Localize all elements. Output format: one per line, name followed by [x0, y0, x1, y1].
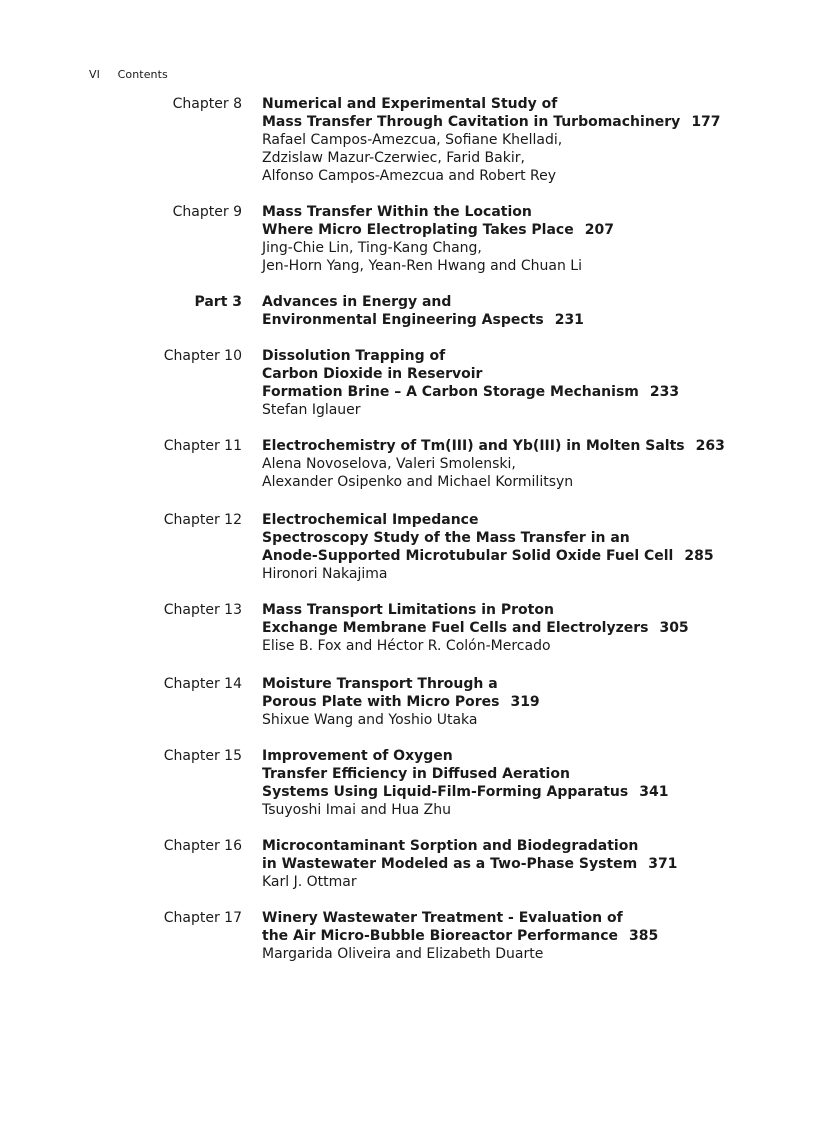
title-line: Anode-Supported Microtubular Solid Oxide Fuel Cell 285: [262, 548, 714, 564]
title-line: Dissolution Trapping of: [262, 348, 446, 364]
entry-authors: [262, 637, 782, 655]
entry-title: [262, 909, 782, 945]
entry-title: [262, 747, 782, 801]
chapter-label: Chapter 14: [163, 676, 242, 692]
chapter-label: Chapter 8: [172, 96, 242, 112]
author-line: Elise B. Fox and Héctor R. Colón-Mercado: [262, 638, 551, 654]
chapter-label: Chapter 16: [163, 838, 242, 854]
entry-page-number: 263: [695, 438, 725, 454]
entry-authors: [262, 711, 782, 729]
entry-title: [262, 293, 782, 329]
entry-page-number: 177: [691, 114, 721, 130]
chapter-label: Chapter 12: [163, 512, 242, 528]
title-line: Transfer Efficiency in Diffused Aeration: [262, 766, 570, 782]
title-line: Microcontaminant Sorption and Biodegradation: [262, 838, 639, 854]
entry-body: [262, 95, 782, 185]
entry-authors: [262, 945, 782, 963]
entry-body: [262, 675, 782, 729]
toc-entry: [0, 347, 816, 419]
title-line: Moisture Transport Through a: [262, 676, 498, 692]
entry-title: [262, 437, 782, 455]
chapter-label: Chapter 9: [172, 204, 242, 220]
author-line: Jing-Chie Lin, Ting-Kang Chang,: [262, 240, 482, 256]
title-line: Winery Wastewater Treatment - Evaluation of: [262, 910, 623, 926]
part-label: Part 3: [194, 294, 242, 310]
page-number: VI: [89, 68, 100, 81]
entry-authors: [262, 131, 782, 185]
title-line: Carbon Dioxide in Reservoir: [262, 366, 483, 382]
author-line: Margarida Oliveira and Elizabeth Duarte: [262, 946, 544, 962]
chapter-label: Chapter 13: [163, 602, 242, 618]
entry-page-number: 285: [684, 548, 714, 564]
entry-authors: [262, 239, 782, 275]
entry-title: [262, 601, 782, 637]
title-line: Mass Transfer Within the Location: [262, 204, 532, 220]
entry-page-number: 207: [584, 222, 614, 238]
entry-body: [262, 347, 782, 419]
author-line: Hironori Nakajima: [262, 566, 388, 582]
title-line: Mass Transport Limitations in Proton: [262, 602, 554, 618]
entry-page-number: 319: [510, 694, 540, 710]
toc-entry: [0, 909, 816, 963]
chapter-label: Chapter 11: [163, 438, 242, 454]
toc-entry: [0, 747, 816, 819]
entry-title: [262, 511, 782, 565]
section-title: Contents: [117, 68, 168, 81]
title-line: Spectroscopy Study of the Mass Transfer in an: [262, 530, 630, 546]
author-line: Karl J. Ottmar: [262, 874, 357, 890]
title-line: Systems Using Liquid-Film-Forming Apparatus 341: [262, 784, 669, 800]
entry-page-number: 385: [629, 928, 659, 944]
title-line: Porous Plate with Micro Pores 319: [262, 694, 540, 710]
title-line: Environmental Engineering Aspects 231: [262, 312, 584, 328]
entry-title: [262, 203, 782, 239]
title-line: Electrochemistry of Tm(III) and Yb(III) in Molten Salts 263: [262, 438, 725, 454]
entry-authors: [262, 455, 782, 491]
entry-body: [262, 837, 782, 891]
author-line: Shixue Wang and Yoshio Utaka: [262, 712, 478, 728]
title-line: Where Micro Electroplating Takes Place 207: [262, 222, 614, 238]
entry-title: [262, 675, 782, 711]
entry-page-number: 231: [554, 312, 584, 328]
author-line: Zdzislaw Mazur-Czerwiec, Farid Bakir,: [262, 150, 525, 166]
toc-entry: [0, 601, 816, 655]
entry-authors: [262, 401, 782, 419]
toc-entry: [0, 95, 816, 185]
toc-entry: [0, 837, 816, 891]
title-line: Advances in Energy and: [262, 294, 452, 310]
entry-body: [262, 747, 782, 819]
entry-authors: [262, 565, 782, 583]
title-line: Exchange Membrane Fuel Cells and Electrolyzers 305: [262, 620, 689, 636]
author-line: Alena Novoselova, Valeri Smolenski,: [262, 456, 516, 472]
entry-title: [262, 837, 782, 873]
title-line: the Air Micro-Bubble Bioreactor Performance 385: [262, 928, 659, 944]
title-line: Formation Brine – A Carbon Storage Mechanism 233: [262, 384, 680, 400]
entry-body: [262, 293, 782, 329]
chapter-label: Chapter 10: [163, 348, 242, 364]
author-line: Jen-Horn Yang, Yean-Ren Hwang and Chuan Li: [262, 258, 582, 274]
chapter-label: Chapter 17: [163, 910, 242, 926]
author-line: Alfonso Campos-Amezcua and Robert Rey: [262, 168, 557, 184]
entry-title: [262, 95, 782, 131]
entry-page-number: 233: [649, 384, 680, 400]
entry-authors: [262, 801, 782, 819]
entry-body: [262, 511, 782, 583]
title-line: Improvement of Oxygen: [262, 748, 453, 764]
toc-entry: [0, 203, 816, 275]
author-line: Rafael Campos-Amezcua, Sofiane Khelladi,: [262, 132, 563, 148]
author-line: Tsuyoshi Imai and Hua Zhu: [262, 802, 451, 818]
title-line: Numerical and Experimental Study of: [262, 96, 558, 112]
title-line: Mass Transfer Through Cavitation in Turbomachinery 177: [262, 114, 721, 130]
author-line: Stefan Iglauer: [262, 402, 361, 418]
toc-entry: [0, 675, 816, 729]
running-head: [89, 68, 168, 81]
entry-title: [262, 347, 782, 401]
title-line: in Wastewater Modeled as a Two-Phase System 371: [262, 856, 678, 872]
title-line: Electrochemical Impedance: [262, 512, 479, 528]
author-line: Alexander Osipenko and Michael Kormilitsyn: [262, 474, 574, 490]
entry-page-number: 305: [659, 620, 689, 636]
entry-page-number: 371: [648, 856, 678, 872]
entry-body: [262, 203, 782, 275]
entry-page-number: 341: [639, 784, 669, 800]
entry-authors: [262, 873, 782, 891]
toc-entry: [0, 293, 816, 329]
toc-entry: [0, 437, 816, 491]
entry-body: [262, 909, 782, 963]
entry-body: [262, 601, 782, 655]
chapter-label: Chapter 15: [163, 748, 242, 764]
entry-body: [262, 437, 782, 491]
toc-entry: [0, 511, 816, 583]
